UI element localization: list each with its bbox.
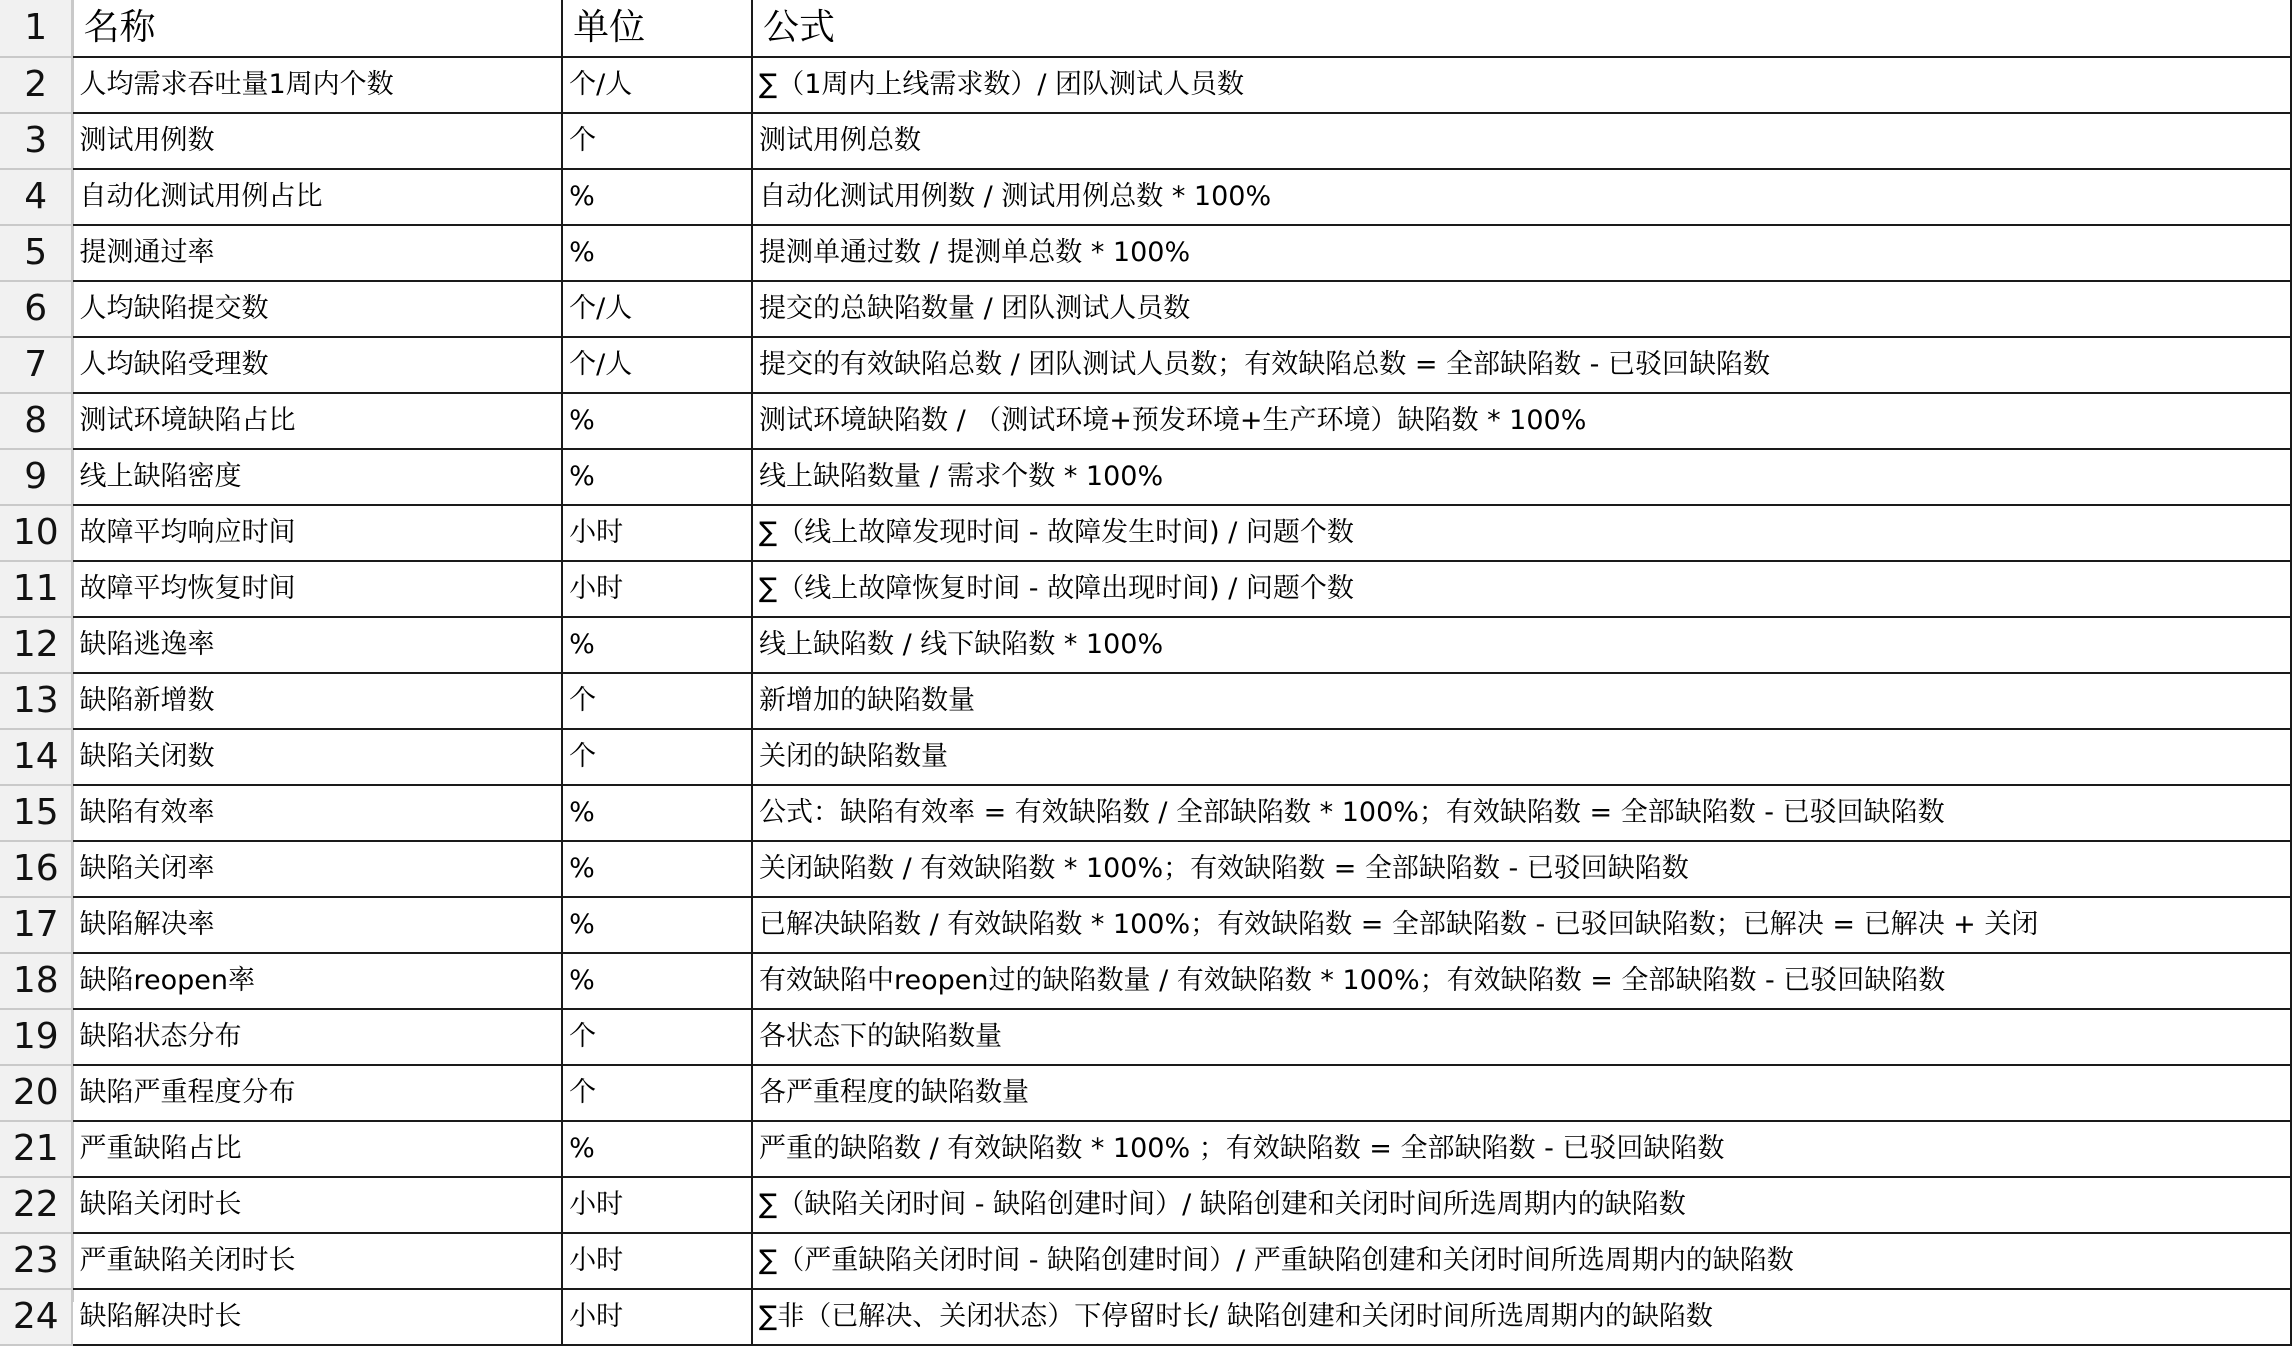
cell-formula[interactable]: 线上缺陷数量 / 需求个数 * 100% [752, 449, 2291, 505]
cell-formula[interactable]: 自动化测试用例数 / 测试用例总数 * 100% [752, 169, 2291, 225]
cell-formula[interactable]: 提交的总缺陷数量 / 团队测试人员数 [752, 281, 2291, 337]
table-row [0, 841, 2291, 897]
cell-unit[interactable]: % [562, 841, 752, 897]
cell-unit[interactable]: % [562, 617, 752, 673]
cell-unit[interactable]: 小时 [562, 1233, 752, 1289]
cell-name[interactable]: 缺陷关闭率 [72, 841, 562, 897]
cell-unit[interactable]: 个 [562, 1065, 752, 1121]
cell-formula[interactable]: ∑（严重缺陷关闭时间 - 缺陷创建时间）/ 严重缺陷创建和关闭时间所选周期内的缺陷数 [752, 1233, 2291, 1289]
cell-unit[interactable]: 个/人 [562, 57, 752, 113]
cell-name[interactable]: 自动化测试用例占比 [72, 169, 562, 225]
cell-name[interactable]: 缺陷reopen率 [72, 953, 562, 1009]
cell-unit[interactable]: 个 [562, 729, 752, 785]
cell-name[interactable]: 缺陷解决率 [72, 897, 562, 953]
row-number[interactable]: 6 [0, 281, 72, 337]
row-number[interactable]: 9 [0, 449, 72, 505]
cell-name[interactable]: 人均需求吞吐量1周内个数 [72, 57, 562, 113]
table-row [0, 113, 2291, 169]
cell-name[interactable]: 缺陷严重程度分布 [72, 1065, 562, 1121]
header-cell-formula[interactable]: 公式 [752, 0, 2291, 57]
row-number[interactable]: 1 [0, 0, 72, 57]
row-number[interactable]: 10 [0, 505, 72, 561]
table-row [0, 673, 2291, 729]
row-number[interactable]: 22 [0, 1177, 72, 1233]
cell-name[interactable]: 缺陷解决时长 [72, 1289, 562, 1345]
cell-unit[interactable]: 小时 [562, 505, 752, 561]
table-row [0, 1233, 2291, 1289]
table-row [0, 785, 2291, 841]
cell-name[interactable]: 缺陷关闭数 [72, 729, 562, 785]
cell-name[interactable]: 缺陷关闭时长 [72, 1177, 562, 1233]
cell-name[interactable]: 严重缺陷关闭时长 [72, 1233, 562, 1289]
row-number[interactable]: 2 [0, 57, 72, 113]
cell-unit[interactable]: 小时 [562, 561, 752, 617]
cell-formula[interactable]: 测试用例总数 [752, 113, 2291, 169]
cell-formula[interactable]: ∑（缺陷关闭时间 - 缺陷创建时间）/ 缺陷创建和关闭时间所选周期内的缺陷数 [752, 1177, 2291, 1233]
cell-formula[interactable]: 有效缺陷中reopen过的缺陷数量 / 有效缺陷数 * 100%；有效缺陷数 = 全部缺陷数 - 已驳回缺陷数 [752, 953, 2291, 1009]
cell-name[interactable]: 缺陷新增数 [72, 673, 562, 729]
cell-unit[interactable]: % [562, 1121, 752, 1177]
row-number[interactable]: 19 [0, 1009, 72, 1065]
cell-unit[interactable]: % [562, 785, 752, 841]
cell-unit[interactable]: 小时 [562, 1289, 752, 1345]
cell-unit[interactable]: % [562, 169, 752, 225]
row-number[interactable]: 16 [0, 841, 72, 897]
cell-unit[interactable]: 个/人 [562, 281, 752, 337]
cell-name[interactable]: 缺陷状态分布 [72, 1009, 562, 1065]
header-row [0, 0, 2291, 57]
table-row [0, 1121, 2291, 1177]
table-row [0, 1009, 2291, 1065]
table-row [0, 729, 2291, 785]
table-row [0, 337, 2291, 393]
cell-unit[interactable]: 个 [562, 673, 752, 729]
cell-formula[interactable]: 已解决缺陷数 / 有效缺陷数 * 100%；有效缺陷数 = 全部缺陷数 - 已驳回缺陷数；已解决 = 已解决 + 关闭 [752, 897, 2291, 953]
table-row [0, 1289, 2291, 1345]
row-number[interactable]: 8 [0, 393, 72, 449]
table-row [0, 617, 2291, 673]
cell-name[interactable]: 线上缺陷密度 [72, 449, 562, 505]
cell-formula[interactable]: 公式：缺陷有效率 = 有效缺陷数 / 全部缺陷数 * 100%；有效缺陷数 = 全部缺陷数 - 已驳回缺陷数 [752, 785, 2291, 841]
row-number[interactable]: 11 [0, 561, 72, 617]
table-row [0, 393, 2291, 449]
row-number[interactable]: 5 [0, 225, 72, 281]
cell-formula[interactable]: ∑非（已解决、关闭状态）下停留时长/ 缺陷创建和关闭时间所选周期内的缺陷数 [752, 1289, 2291, 1345]
cell-unit[interactable]: % [562, 449, 752, 505]
row-number[interactable]: 13 [0, 673, 72, 729]
table-row [0, 505, 2291, 561]
cell-name[interactable]: 严重缺陷占比 [72, 1121, 562, 1177]
row-number[interactable]: 12 [0, 617, 72, 673]
cell-unit[interactable]: 个 [562, 1009, 752, 1065]
cell-formula[interactable]: 提测单通过数 / 提测单总数 * 100% [752, 225, 2291, 281]
table-row [0, 1177, 2291, 1233]
table-row [0, 57, 2291, 113]
cell-formula[interactable]: ∑（线上故障发现时间 - 故障发生时间) / 问题个数 [752, 505, 2291, 561]
row-number[interactable]: 4 [0, 169, 72, 225]
table-row [0, 561, 2291, 617]
cell-name[interactable]: 缺陷逃逸率 [72, 617, 562, 673]
row-number[interactable]: 17 [0, 897, 72, 953]
cell-formula[interactable]: 各状态下的缺陷数量 [752, 1009, 2291, 1065]
cell-formula[interactable]: 新增加的缺陷数量 [752, 673, 2291, 729]
cell-unit[interactable]: % [562, 225, 752, 281]
cell-formula[interactable]: 严重的缺陷数 / 有效缺陷数 * 100% ；有效缺陷数 = 全部缺陷数 - 已驳回缺陷数 [752, 1121, 2291, 1177]
header-cell-name[interactable]: 名称 [72, 0, 562, 57]
cell-name[interactable]: 测试环境缺陷占比 [72, 393, 562, 449]
table-row [0, 897, 2291, 953]
table-row [0, 281, 2291, 337]
cell-name[interactable]: 人均缺陷受理数 [72, 337, 562, 393]
cell-formula[interactable]: 关闭的缺陷数量 [752, 729, 2291, 785]
cell-formula[interactable]: ∑（1周内上线需求数）/ 团队测试人员数 [752, 57, 2291, 113]
row-number[interactable]: 21 [0, 1121, 72, 1177]
cell-formula[interactable]: ∑（线上故障恢复时间 - 故障出现时间) / 问题个数 [752, 561, 2291, 617]
table-row [0, 953, 2291, 1009]
table-row [0, 1065, 2291, 1121]
cell-unit[interactable]: 小时 [562, 1177, 752, 1233]
cell-unit[interactable]: % [562, 393, 752, 449]
header-cell-unit[interactable]: 单位 [562, 0, 752, 57]
row-number[interactable]: 14 [0, 729, 72, 785]
row-number[interactable]: 7 [0, 337, 72, 393]
cell-formula[interactable]: 关闭缺陷数 / 有效缺陷数 * 100%；有效缺陷数 = 全部缺陷数 - 已驳回缺陷数 [752, 841, 2291, 897]
table-row [0, 449, 2291, 505]
table-row [0, 225, 2291, 281]
cell-unit[interactable]: % [562, 897, 752, 953]
cell-formula[interactable]: 各严重程度的缺陷数量 [752, 1065, 2291, 1121]
row-number[interactable]: 23 [0, 1233, 72, 1289]
cell-formula[interactable]: 提交的有效缺陷总数 / 团队测试人员数；有效缺陷总数 = 全部缺陷数 - 已驳回缺陷数 [752, 337, 2291, 393]
cell-name[interactable]: 提测通过率 [72, 225, 562, 281]
cell-formula[interactable]: 测试环境缺陷数 / （测试环境+预发环境+生产环境）缺陷数 * 100% [752, 393, 2291, 449]
cell-name[interactable]: 故障平均恢复时间 [72, 561, 562, 617]
cell-unit[interactable]: 个 [562, 113, 752, 169]
cell-name[interactable]: 缺陷有效率 [72, 785, 562, 841]
cell-name[interactable]: 测试用例数 [72, 113, 562, 169]
cell-formula[interactable]: 线上缺陷数 / 线下缺陷数 * 100% [752, 617, 2291, 673]
row-number[interactable]: 20 [0, 1065, 72, 1121]
cell-unit[interactable]: 个/人 [562, 337, 752, 393]
cell-name[interactable]: 人均缺陷提交数 [72, 281, 562, 337]
row-number[interactable]: 18 [0, 953, 72, 1009]
row-number[interactable]: 24 [0, 1289, 72, 1345]
row-number[interactable]: 15 [0, 785, 72, 841]
table-row [0, 169, 2291, 225]
row-number[interactable]: 3 [0, 113, 72, 169]
cell-unit[interactable]: % [562, 953, 752, 1009]
cell-name[interactable]: 故障平均响应时间 [72, 505, 562, 561]
